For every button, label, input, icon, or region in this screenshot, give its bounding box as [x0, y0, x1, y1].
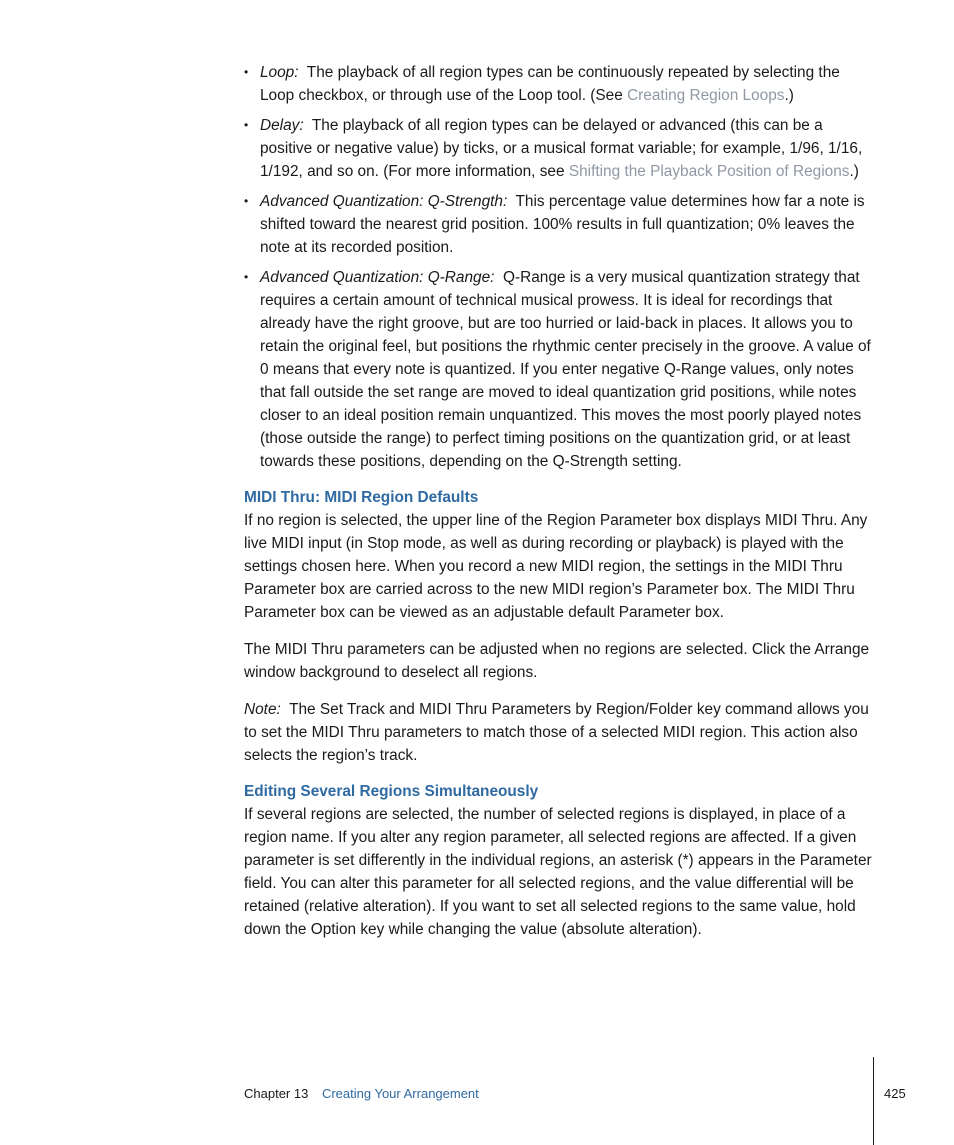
term-delay: Delay: [260, 117, 304, 134]
term-q-range: Advanced Quantization: Q-Range: [260, 269, 495, 286]
desc-delay-end: .) [849, 163, 859, 180]
desc-q-range: Q-Range is a very musical quantization strategy that requires a certain amount of technical musical prowess. It is ideal for recordings that already have the right groove, but are too hurried or laid-back in places. It allows you to retain the original feel, but positions the rhythmic center precisely in the groove. A value of 0 means that every note is quantized. If you enter negative Q-Range values, only notes that fall outside the set range are moved to ideal quantization grid positions, while notes closer to an ideal position remain unquantized. This moves the most poorly played notes (those outside the range) to perfect timing positions on the quantization grid, or at least towards these positions, depending on the Q-Strength setting. [260, 269, 871, 470]
note-label: Note: [244, 701, 281, 718]
page-footer [244, 1084, 479, 1104]
link-shifting-playback-position[interactable]: Shifting the Playback Position of Regions [568, 163, 850, 180]
desc-delay: The playback of all region types can be delayed or advanced (this can be a positive or negative value) by ticks, or a musical format variable; for example, 1/96, 1/16, 1/192, and so on. (For more information, see [260, 117, 863, 180]
footer-divider [873, 1057, 874, 1145]
term-loop: Loop: [260, 64, 299, 81]
parameter-list [244, 61, 876, 473]
page-number: 425 [884, 1086, 906, 1101]
bullet-icon: • [244, 118, 249, 132]
list-item-loop [244, 61, 876, 107]
paragraph-editing-several-regions: If several regions are selected, the number of selected regions is displayed, in place of a region name. If you alter any region parameter, all selected regions are affected. If a given parameter is set differently in the individual regions, an asterisk (*) appears in the Parameter field. You can alter this parameter for all selected regions, and the value differential will be retained (relative alteration). If you want to set all selected regions to the same value, hold down the Option key while changing the value (absolute alteration). [244, 806, 872, 938]
paragraph-midi-thru-2: The MIDI Thru parameters can be adjusted when no regions are selected. Click the Arrange window background to deselect all regions. [244, 641, 870, 681]
desc-loop: The playback of all region types can be continuously repeated by selecting the Loop checkbox, or through use of the Loop tool. (See [260, 64, 840, 104]
page-content [244, 61, 876, 955]
paragraph-midi-thru-1: If no region is selected, the upper line of the Region Parameter box displays MIDI Thru. Any live MIDI input (in Stop mode, as well as during recording or playback) is played with the settings chosen here. When you record a new MIDI region, the settings in the MIDI Thru Parameter box are carried across to the new MIDI region’s Parameter box. The MIDI Thru Parameter box can be viewed as an adjustable default Parameter box. [244, 512, 868, 621]
footer-chapter: Chapter 13 [244, 1086, 309, 1101]
bullet-icon: • [244, 194, 249, 208]
note-text: The Set Track and MIDI Thru Parameters by Region/Folder key command allows you to set the MIDI Thru parameters to match those of a selected MIDI region. This action also selects the region’s track. [244, 701, 869, 764]
desc-q-strength: This percentage value determines how far a note is shifted toward the nearest grid position. 100% results in full quantization; 0% leaves the note at its recorded position. [260, 193, 865, 256]
desc-loop-end: .) [784, 87, 794, 104]
heading-editing-several-regions: Editing Several Regions Simultaneously [244, 783, 539, 800]
list-item-q-range [244, 266, 876, 473]
footer-chapter-title[interactable]: Creating Your Arrangement [321, 1086, 479, 1101]
heading-midi-thru: MIDI Thru: MIDI Region Defaults [244, 489, 479, 506]
list-item-q-strength [244, 190, 876, 259]
list-item-delay [244, 114, 876, 183]
bullet-icon: • [244, 65, 249, 79]
link-creating-region-loops[interactable]: Creating Region Loops [627, 87, 785, 104]
note-paragraph [244, 698, 876, 767]
term-q-strength: Advanced Quantization: Q-Strength: [260, 193, 508, 210]
bullet-icon: • [244, 270, 249, 284]
